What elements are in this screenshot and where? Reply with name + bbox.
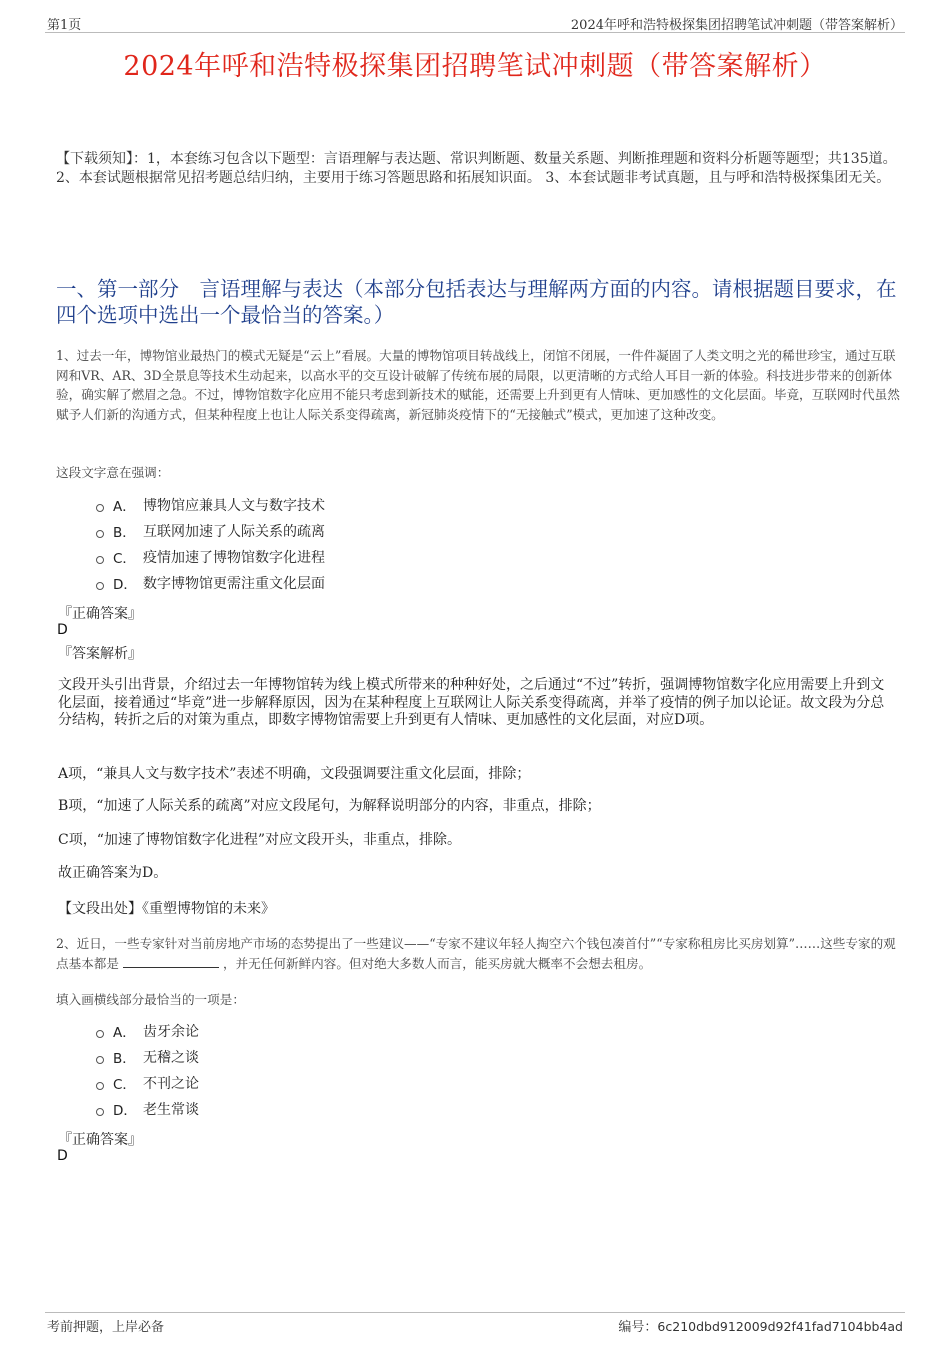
- option-d[interactable]: [96, 1096, 199, 1122]
- option-a[interactable]: [96, 1018, 199, 1044]
- option-letter: B．: [113, 1051, 136, 1067]
- option-text: 数字博物馆更需注重文化层面: [143, 576, 325, 592]
- question-2-prompt: 填入画横线部分最恰当的一项是：: [56, 992, 245, 1007]
- stem-text: 2、近日，一些专家针对当前房地产市场的态势提出了一些建议——“专家不建议年轻人掏空六个钱包凑首付”“专家称租房比买房划算”……这些专家的观点基本都是: [56, 936, 896, 971]
- code-value: 6c210dbd912009d92f41fad7104bb4ad: [657, 1319, 903, 1334]
- option-b[interactable]: [96, 1044, 199, 1070]
- question-1-options: [96, 492, 325, 596]
- radio-icon[interactable]: [96, 582, 104, 590]
- option-letter: B．: [113, 525, 136, 541]
- option-text: 无稽之谈: [143, 1050, 199, 1066]
- option-text: 老生常谈: [143, 1102, 199, 1118]
- option-text: 齿牙余论: [143, 1024, 199, 1040]
- question-1-prompt: 这段文字意在强调：: [56, 465, 170, 480]
- page-footer: [45, 1312, 905, 1335]
- document-title: 2024年呼和浩特极探集团招聘笔试冲刺题（带答案解析）: [123, 51, 827, 82]
- code-label: 编号：: [618, 1320, 658, 1335]
- footer-slogan: 考前押题，上岸必备: [47, 1320, 165, 1335]
- option-c[interactable]: [96, 1070, 199, 1096]
- option-text: 互联网加速了人际关系的疏离: [143, 524, 325, 540]
- analysis-paragraph: 文段开头引出背景，介绍过去一年博物馆转为线上模式所带来的种种好处，之后通过“不过”转折，强调博物馆数字化应用需要上升到文化层面，接着通过“毕竟”进一步解释原因，因为在某种程度上互联网让人际关系变得疏离，并举了疫情的例子加以论证。故文段为分总分结构，转折之后的对策为重点，即数字博物馆需要上升到更有人情味、更加感性的文化层面，对应D项。: [58, 677, 885, 728]
- header-doc-title: 2024年呼和浩特极探集团招聘笔试冲刺题（带答案解析）: [570, 18, 903, 33]
- option-letter: C．: [113, 551, 136, 567]
- option-letter: A．: [113, 1025, 136, 1041]
- fill-blank: [123, 955, 219, 968]
- option-text: 不刊之论: [143, 1076, 199, 1092]
- analysis-option-c: C项，“加速了博物馆数字化进程”对应文段开头，非重点，排除。: [58, 832, 462, 848]
- question-2-options: [96, 1018, 199, 1122]
- answer-value: D: [57, 622, 68, 638]
- option-d[interactable]: [96, 570, 325, 596]
- question-2-stem: [56, 934, 906, 973]
- option-text: 疫情加速了博物馆数字化进程: [143, 550, 325, 566]
- analysis-label: 『答案解析』: [58, 646, 142, 662]
- analysis-conclusion: 故正确答案为D。: [58, 865, 168, 881]
- analysis-option-b: B项，“加速了人际关系的疏离”对应文段尾句，为解释说明部分的内容，非重点，排除；: [58, 798, 601, 814]
- stem-text: ，并无任何新鲜内容。但对绝大多数人而言，能买房就大概率不会想去租房。: [222, 955, 652, 971]
- section-heading: 一、第一部分 言语理解与表达（本部分包括表达与理解两方面的内容。请根据题目要求，在四个选项中选出一个最恰当的答案。）: [56, 277, 897, 327]
- answer-value: D: [57, 1148, 68, 1164]
- page-number: 第1页: [47, 18, 82, 33]
- footer-code: [618, 1316, 903, 1335]
- passage-source: 【文段出处】《重塑博物馆的未来》: [58, 901, 275, 917]
- option-c[interactable]: [96, 544, 325, 570]
- download-notice: 【下载须知】：1，本套练习包含以下题型：言语理解与表达题、常识判断题、数量关系题、判断推理题和资料分析题等题型；共135道。 2、本套试题根据常见招考题总结归纳，主要用于练习答题思路和拓展知识面。 3、本套试题非考试真题，且与呼和浩特极探集团无关。: [56, 151, 897, 186]
- option-a[interactable]: [96, 492, 325, 518]
- radio-icon[interactable]: [96, 1108, 104, 1116]
- radio-icon[interactable]: [96, 1082, 104, 1090]
- option-letter: D．: [113, 577, 137, 593]
- radio-icon[interactable]: [96, 504, 104, 512]
- option-b[interactable]: [96, 518, 325, 544]
- page-header: [45, 12, 905, 33]
- question-1-stem: 1、过去一年，博物馆业最热门的模式无疑是“云上”看展。大量的博物馆项目转战线上，闭馆不闭展，一件件凝固了人类文明之光的稀世珍宝，通过互联网和VR、AR、3D全景息等技术生动起来，以高水平的交互设计破解了传统布展的局限，以更清晰的方式给人耳目一新的体验。科技进步带来的创新体验，确实解了燃眉之急。不过，博物馆数字化应用不能只考虑到新技术的赋能，还需要上升到更有人情味、更加感性的文化层面。毕竟，互联网时代虽然赋予人们新的沟通方式，但某种程度上也让人际关系变得疏离，新冠肺炎疫情下的“无接触式”模式，更加速了这种改变。: [56, 348, 900, 422]
- radio-icon[interactable]: [96, 530, 104, 538]
- option-letter: A．: [113, 499, 136, 515]
- radio-icon[interactable]: [96, 1030, 104, 1038]
- answer-label: 『正确答案』: [58, 606, 142, 622]
- answer-label: 『正确答案』: [58, 1132, 142, 1148]
- radio-icon[interactable]: [96, 556, 104, 564]
- option-letter: C．: [113, 1077, 136, 1093]
- analysis-option-a: A项，“兼具人文与数字技术”表述不明确，文段强调要注重文化层面，排除；: [58, 766, 531, 782]
- option-text: 博物馆应兼具人文与数字技术: [143, 498, 325, 514]
- radio-icon[interactable]: [96, 1056, 104, 1064]
- option-letter: D．: [113, 1103, 137, 1119]
